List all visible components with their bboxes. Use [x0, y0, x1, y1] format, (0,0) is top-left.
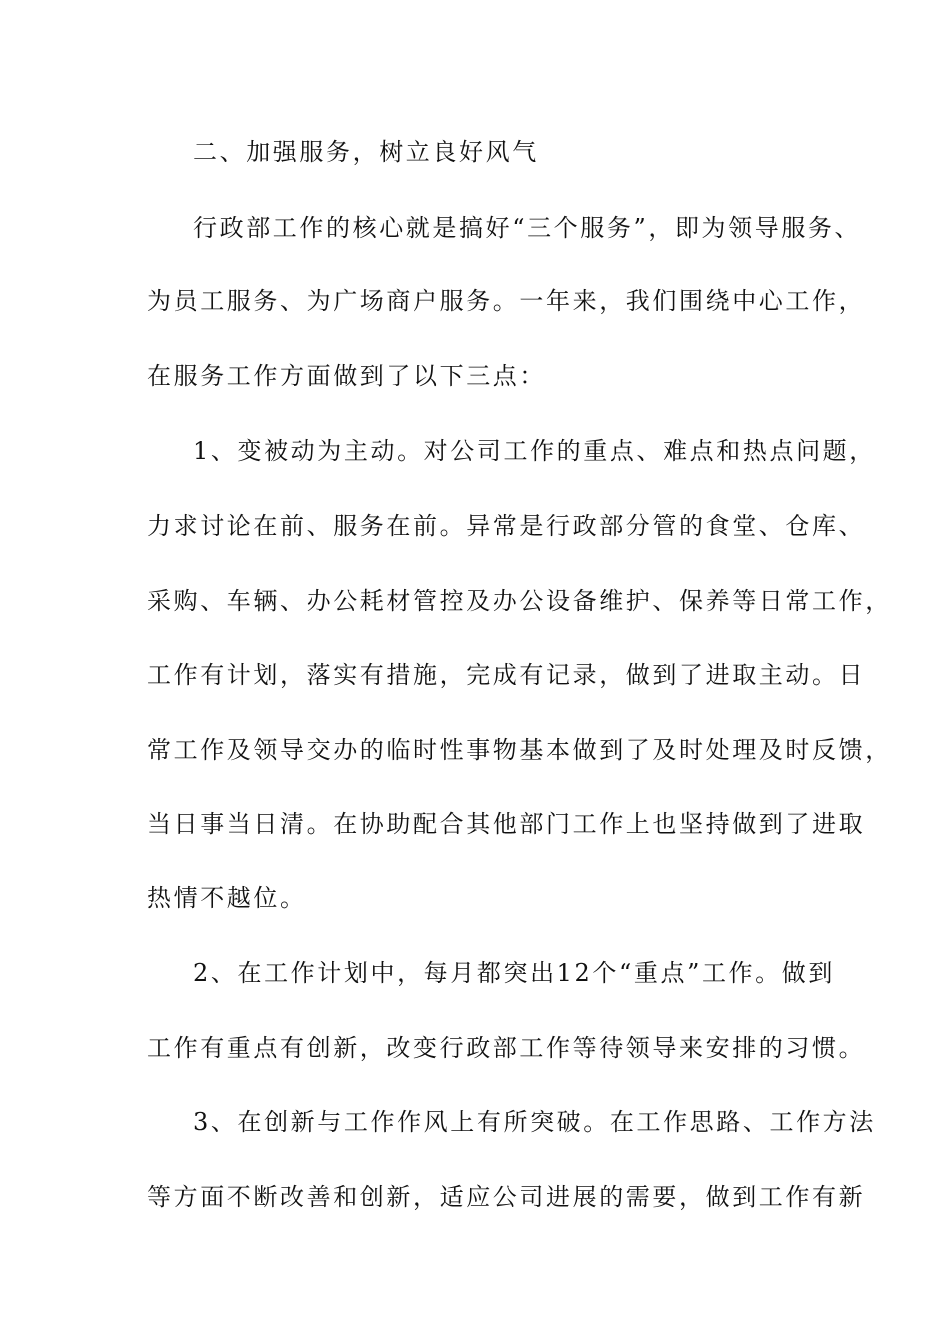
paragraph-line: 等方面不断改善和创新，适应公司进展的需要，做到工作有新: [147, 1183, 866, 1211]
paragraph-line: 力求讨论在前、服务在前。异常是行政部分管的食堂、仓库、: [147, 512, 866, 540]
paragraph-line: 工作有重点有创新，改变行政部工作等待领导来安排的习惯。: [147, 1034, 866, 1062]
paragraph-line: 行政部工作的核心就是搞好“三个服务”，即为领导服务、: [193, 214, 862, 242]
paragraph-line: 当日事当日清。在协助配合其他部门工作上也坚持做到了进取: [147, 810, 866, 838]
paragraph-line: 在服务工作方面做到了以下三点：: [147, 362, 546, 390]
paragraph-line: 热情不越位。: [147, 884, 307, 912]
paragraph-line: 常工作及领导交办的临时性事物基本做到了及时处理及时反馈，: [147, 736, 892, 764]
paragraph-line: 采购、车辆、办公耗材管控及办公设备维护、保养等日常工作，: [147, 587, 892, 615]
paragraph-line: 为员工服务、为广场商户服务。一年来，我们围绕中心工作，: [147, 287, 866, 315]
list-item-2-line: 2、在工作计划中，每月都突出12个“重点”工作。做到: [193, 959, 835, 987]
section-heading: 二、加强服务，树立良好风气: [193, 138, 539, 166]
list-item-1-line: 1、变被动为主动。对公司工作的重点、难点和热点问题，: [193, 437, 876, 465]
paragraph-line: 工作有计划，落实有措施，完成有记录，做到了进取主动。日: [147, 661, 866, 689]
list-item-3-line: 3、在创新与工作作风上有所突破。在工作思路、工作方法: [193, 1108, 876, 1136]
